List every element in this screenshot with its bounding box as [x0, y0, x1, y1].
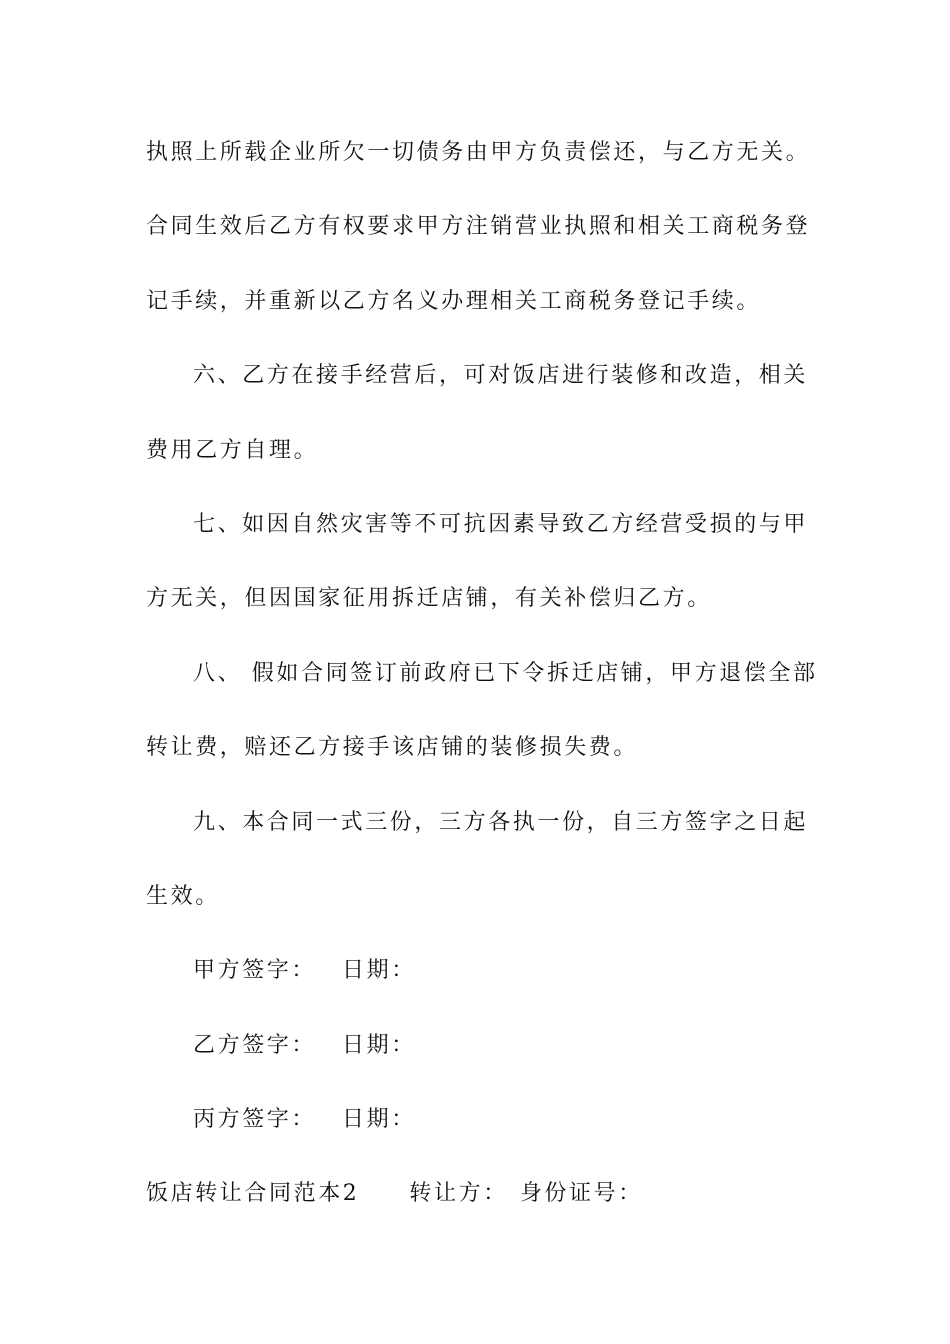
paragraph-line: 生效。 [146, 883, 220, 909]
paragraph-line: 转让费，赔还乙方接手该店铺的装修损失费。 [146, 735, 639, 761]
clause-eight-line: 八、 假如合同签订前政府已下令拆迁店铺，甲方退偿全部 [193, 660, 818, 686]
next-contract-heading [146, 1169, 806, 1243]
date-label: 日期： [342, 958, 416, 984]
signature-line-party-a [146, 946, 806, 1020]
contract-title: 饭店转让合同范本2 [146, 1181, 360, 1207]
paragraph-line: 方无关，但因国家征用拆迁店铺，有关补偿归乙方。 [146, 586, 712, 612]
clause-nine-line: 九、本合同一式三份，三方各执一份，自三方签字之日起 [193, 809, 809, 835]
paragraph-line: 费用乙方自理。 [146, 437, 319, 463]
contract-text [146, 128, 818, 1244]
signature-line-party-b [146, 1021, 806, 1095]
clause-six-line: 六、乙方在接手经营后，可对饭店进行装修和改造，相关 [193, 363, 809, 389]
signature-label: 乙方签字： [193, 1032, 317, 1058]
date-label: 日期： [342, 1032, 416, 1058]
clause-seven-line: 七、如因自然灾害等不可抗因素导致乙方经营受损的与甲 [193, 511, 809, 537]
signature-label: 甲方签字： [193, 958, 317, 984]
transferor-label: 转让方： [409, 1181, 508, 1207]
paragraph-line: 合同生效后乙方有权要求甲方注销营业执照和相关工商税务登 [146, 214, 811, 240]
paragraph-line: 执照上所载企业所欠一切债务由甲方负责偿还，与乙方无关。 [146, 140, 811, 165]
id-number-label: 身份证号： [519, 1181, 643, 1207]
date-label: 日期： [342, 1107, 416, 1133]
paragraph-line: 记手续，并重新以乙方名义办理相关工商税务登记手续。 [146, 288, 762, 314]
signature-line-party-c [146, 1095, 806, 1169]
signature-label: 丙方签字： [193, 1107, 317, 1133]
